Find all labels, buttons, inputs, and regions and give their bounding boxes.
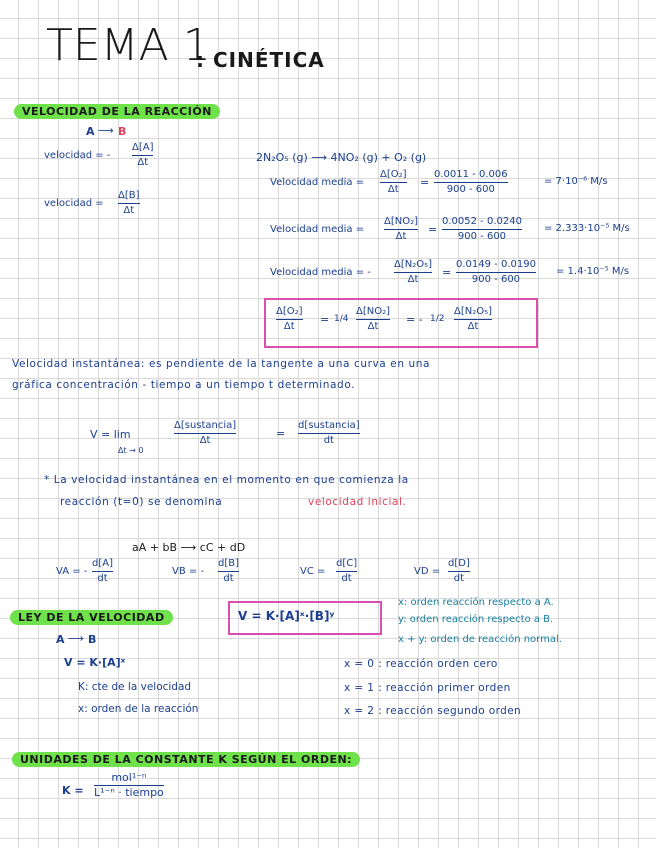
section-heading-law: LEY DE LA VELOCIDAD: [10, 610, 173, 625]
reaction-b: B: [118, 125, 127, 138]
va-den: dt: [97, 573, 108, 584]
box-frac2: [356, 306, 390, 333]
vc-num: d[C]: [336, 558, 358, 569]
vb-den: dt: [223, 573, 234, 584]
row1-den: Δt: [387, 184, 399, 195]
instant-note2: reacción (t=0) se denomina: [60, 496, 223, 508]
row3-num: Δ[N₂O₅]: [394, 259, 433, 270]
row3-num2: 0.0149 - 0.0190: [456, 259, 536, 270]
box-d3: Δt: [467, 321, 479, 332]
order-zero: x = 0 : reacción orden cero: [344, 658, 498, 670]
row3-den2: 900 - 600: [471, 274, 521, 285]
vb-num: d[B]: [218, 558, 240, 569]
units-label: K =: [62, 784, 84, 797]
row3-eq: =: [442, 266, 452, 279]
vel-a-fraction: [132, 142, 153, 169]
reaction-a: A: [86, 125, 95, 138]
units-den: L¹⁻ⁿ · tiempo: [94, 786, 164, 799]
instant-frac2: [298, 420, 360, 447]
instant-den2: dt: [323, 435, 334, 446]
box-n2: Δ[NO₂]: [356, 306, 391, 317]
example-equation: 2N₂O₅ (g) ⟶ 4NO₂ (g) + O₂ (g): [256, 151, 427, 164]
law-k-def: K: cte de la velocidad: [78, 681, 192, 693]
row2-frac2: [442, 216, 522, 243]
page-subtitle: : CINÉTICA: [196, 48, 325, 72]
va-frac: [92, 558, 113, 585]
instant-formula-left: V = lim: [90, 428, 131, 441]
units-frac: [94, 772, 164, 799]
vel-a-num: Δ[A]: [132, 142, 154, 153]
order-sum: x + y: orden de reacción normal.: [398, 634, 562, 645]
instant-line2: gráfica concentración - tiempo a un tiempo t determinado.: [12, 379, 356, 391]
order-first: x = 1 : reacción primer orden: [344, 682, 511, 694]
row2-result: = 2.333·10⁻⁵ M/s: [544, 223, 630, 234]
order-x: x: orden reacción respecto a A.: [398, 597, 554, 608]
instant-note-red: velocidad inicial.: [308, 496, 407, 508]
row2-num: Δ[NO₂]: [384, 216, 419, 227]
vd-num: d[D]: [448, 558, 470, 569]
box-frac1: [276, 306, 303, 333]
reaction-arrow: ⟶: [98, 124, 114, 137]
vc-frac: [336, 558, 357, 585]
order-y: y: orden reacción respecto a B.: [398, 614, 554, 625]
box-n3: Δ[N₂O₅]: [454, 306, 493, 317]
row3-label: Velocidad media = -: [270, 267, 371, 278]
row2-frac1: [384, 216, 418, 243]
va-label: VA = -: [56, 566, 88, 577]
law-reaction-b: B: [88, 633, 97, 646]
vb-label: VB = -: [172, 566, 205, 577]
rate-law-formula: V = K·[A]ˣ·[B]ʸ: [238, 609, 335, 623]
section-heading-units: UNIDADES DE LA CONSTANTE K SEGÚN EL ORDEN:: [12, 752, 360, 767]
instant-num2: d[sustancia]: [298, 420, 360, 431]
row2-den: Δt: [395, 231, 407, 242]
law-simple: V = K·[A]ˣ: [64, 656, 126, 669]
instant-formula-sub: Δt → 0: [118, 446, 144, 455]
box-c3: 1/2: [430, 314, 445, 324]
page-title: TEMA 1: [46, 20, 211, 71]
vd-label: VD =: [414, 566, 441, 577]
vel-b-fraction: [118, 190, 140, 217]
section-heading-velocity: VELOCIDAD DE LA REACCIÓN: [14, 104, 220, 119]
box-eq1: =: [320, 313, 330, 326]
box-frac3: [454, 306, 492, 333]
law-x-def: x: orden de la reacción: [78, 703, 199, 715]
row1-frac2: [434, 169, 508, 196]
vel-b-den: Δt: [123, 205, 135, 216]
vd-den: dt: [453, 573, 465, 584]
row2-den2: 900 - 600: [457, 231, 507, 242]
box-c2: 1/4: [334, 314, 349, 324]
vel-b-label: velocidad =: [44, 198, 104, 209]
box-d1: Δt: [283, 321, 295, 332]
box-eq2: = -: [406, 313, 423, 326]
vel-a-label: velocidad = -: [44, 150, 111, 161]
units-num: mol¹⁻ⁿ: [111, 771, 147, 784]
vel-b-num: Δ[B]: [118, 190, 140, 201]
row2-num2: 0.0052 - 0.0240: [442, 216, 522, 227]
row1-label: Velocidad media =: [270, 177, 365, 188]
vc-label: VC =: [300, 566, 326, 577]
instant-den: Δt: [199, 435, 211, 446]
vel-a-den: Δt: [137, 157, 149, 168]
row2-eq: =: [428, 223, 438, 236]
row1-frac1: [380, 169, 407, 196]
va-num: d[A]: [92, 558, 113, 569]
row2-label: Velocidad media =: [270, 224, 365, 235]
box-n1: Δ[O₂]: [276, 306, 303, 317]
order-second: x = 2 : reacción segundo orden: [344, 705, 522, 717]
vb-frac: [218, 558, 239, 585]
row1-den2: 900 - 600: [446, 184, 495, 195]
row3-den: Δt: [407, 274, 419, 285]
vd-frac: [448, 558, 470, 585]
law-reaction-a: A: [56, 633, 65, 646]
row3-frac2: [456, 259, 536, 286]
rate-relation-box: [264, 298, 538, 348]
instant-eq: =: [276, 427, 286, 440]
instant-num: Δ[sustancia]: [174, 420, 237, 431]
row3-frac1: [394, 259, 432, 286]
instant-frac1: [174, 420, 236, 447]
row3-result: = 1.4·10⁻⁵ M/s: [556, 266, 630, 277]
row1-result: = 7·10⁻⁶ M/s: [544, 176, 608, 187]
instant-note1: * La velocidad instantánea en el momento en que comienza la: [44, 474, 409, 486]
law-reaction-arrow: ⟶: [68, 632, 84, 645]
row1-num2: 0.0011 - 0.006: [434, 169, 508, 180]
row1-eq: =: [420, 176, 430, 189]
vc-den: dt: [341, 573, 352, 584]
row1-num: Δ[O₂]: [380, 169, 407, 180]
box-d2: Δt: [367, 321, 379, 332]
general-equation: aA + bB ⟶ cC + dD: [132, 541, 246, 554]
instant-line1: Velocidad instantánea: es pendiente de la tangente a una curva en una: [12, 358, 431, 370]
